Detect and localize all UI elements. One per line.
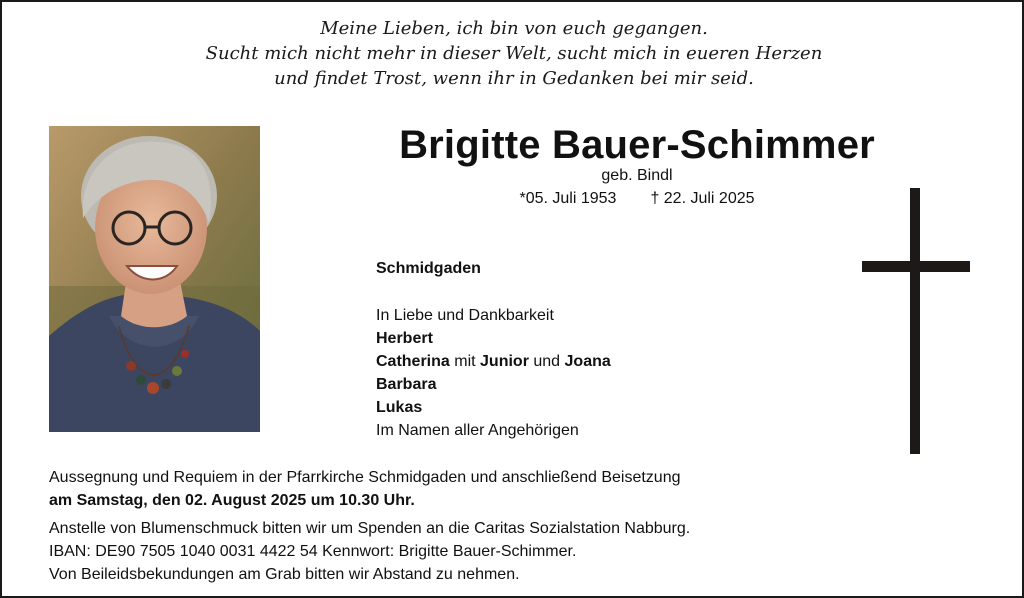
mourners-closing: Im Namen aller Angehörigen [376, 422, 579, 439]
donation-line: Anstelle von Blumenschmuck bitten wir um Spenden an die Caritas Sozialstation Nabburg. [49, 520, 691, 537]
mourner-name: Joana [564, 353, 611, 370]
deceased-name: Brigitte Bauer-Schimmer [399, 123, 875, 167]
poem-line: Sucht mich nicht mehr in dieser Welt, sucht mich in eueren Herzen [205, 43, 823, 64]
cross-icon [862, 188, 970, 454]
condolence-note: Von Beileidsbekundungen am Grab bitten wir Abstand zu nehmen. [49, 566, 520, 583]
mourner-name: Barbara [376, 376, 437, 393]
mourner-line [376, 373, 611, 396]
mourner-line [376, 396, 611, 419]
iban-line: IBAN: DE90 7505 1040 0031 4422 54 Kennwort: Brigitte Bauer-Schimmer. [49, 543, 577, 560]
mourner-line [376, 327, 611, 350]
connector-text: und [533, 353, 561, 370]
connector-text: mit [454, 353, 476, 370]
life-dates [362, 190, 912, 208]
poem-line: Meine Lieben, ich bin von euch gegangen. [320, 18, 708, 39]
mourner-line [376, 350, 611, 373]
poem [2, 16, 1024, 91]
mourners-intro: In Liebe und Dankbarkeit [376, 307, 554, 324]
mourner-name: Herbert [376, 330, 433, 347]
mourner-name: Lukas [376, 399, 423, 416]
place-name: Schmidgaden [376, 260, 481, 277]
mourner-name: Junior [480, 353, 529, 370]
mourner-name: Catherina [376, 353, 450, 370]
service-line: Aussegnung und Requiem in der Pfarrkirche Schmidgaden und anschließend Beisetzung [49, 469, 681, 486]
death-date: † 22. Juli 2025 [650, 190, 755, 207]
mourners-list [376, 304, 611, 442]
service-info [49, 466, 681, 512]
birth-date: *05. Juli 1953 [519, 190, 617, 207]
poem-line: und findet Trost, wenn ihr in Gedanken bei mir seid. [274, 68, 754, 89]
birth-name: geb. Bindl [601, 167, 673, 184]
donation-info [49, 517, 690, 586]
portrait-photo [49, 126, 260, 432]
service-date: am Samstag, den 02. August 2025 um 10.30 Uhr. [49, 492, 415, 509]
